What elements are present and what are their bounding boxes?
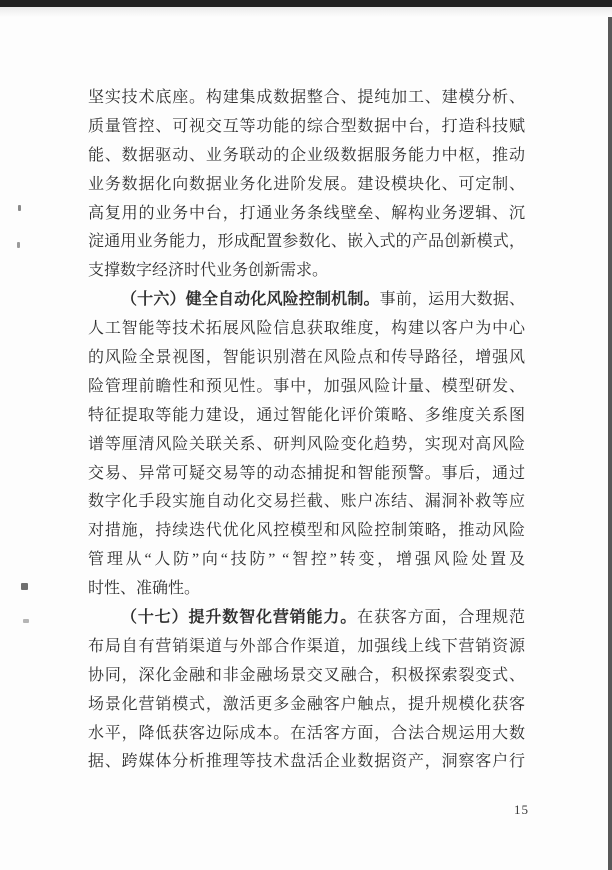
body-text: 高复用的业务中台，打通业务条线壁垒、解构业务逻辑、沉 bbox=[88, 204, 525, 222]
body-text: 场景化营销模式，激活更多金融客户触点，提升规模化获客 bbox=[88, 695, 525, 713]
body-text: 质量管控、可视交互等功能的综合型数据中台，打造科技赋 bbox=[88, 117, 525, 135]
text-line bbox=[88, 633, 525, 662]
section-heading: （十六）健全自动化风险控制机制。 bbox=[121, 291, 380, 309]
body-text: 对措施，持续迭代优化风控模型和风险控制策略，推动风险 bbox=[88, 522, 525, 540]
text-line bbox=[88, 84, 525, 113]
body-text: 在获客方面，合理规范 bbox=[357, 609, 525, 627]
text-line bbox=[88, 373, 525, 402]
text-line bbox=[88, 142, 525, 171]
body-text: 水平，降低获客边际成本。在活客方面，合法合规运用大数 bbox=[88, 724, 525, 742]
body-text: 特征提取等能力建设，通过智能化评价策略、多维度关系图 bbox=[88, 406, 525, 424]
text-line bbox=[88, 575, 525, 604]
text-line bbox=[88, 460, 525, 489]
page-number: 15 bbox=[514, 802, 529, 817]
text-line bbox=[88, 517, 525, 546]
body-text: 人工智能等技术拓展风险信息获取维度，构建以客户为中心 bbox=[88, 320, 525, 338]
body-text: 淀通用业务能力，形成配置参数化、嵌入式的产品创新模式， bbox=[88, 233, 525, 251]
body-text: 数字化手段实施自动化交易拦截、账户冻结、漏洞补救等应 bbox=[88, 493, 525, 511]
text-line bbox=[88, 662, 525, 691]
scan-edge-top-fade bbox=[0, 7, 612, 17]
body-text: 业务数据化向数据业务化进阶发展。建设模块化、可定制、 bbox=[88, 175, 525, 193]
section-heading: （十七）提升数智化营销能力。 bbox=[121, 609, 358, 627]
body-text: 据、跨媒体分析推理等技术盘活企业数据资产，洞察客户行 bbox=[88, 753, 525, 771]
text-line bbox=[88, 315, 525, 344]
text-line bbox=[88, 691, 525, 720]
body-text: 协同，深化金融和非金融场景交叉融合，积极探索裂变式、 bbox=[88, 666, 525, 684]
text-line bbox=[88, 431, 525, 460]
text-line bbox=[88, 286, 525, 315]
text-line bbox=[88, 257, 525, 286]
body-text: 支撑数字经济时代业务创新需求。 bbox=[88, 262, 329, 280]
body-text: 交易、异常可疑交易等的动态捕捉和智能预警。事后，通过 bbox=[88, 464, 525, 482]
body-text: 布局自有营销渠道与外部合作渠道，加强线上线下营销资源 bbox=[88, 637, 525, 655]
text-line bbox=[88, 604, 525, 633]
body-text: 坚实技术底座。构建集成数据整合、提纯加工、建模分析、 bbox=[88, 89, 525, 106]
body-text: 管理从“人防”向“技防” “智控”转变，增强风险处置及 bbox=[88, 551, 525, 569]
text-line bbox=[88, 748, 525, 777]
scan-speck bbox=[17, 242, 20, 248]
text-line bbox=[88, 488, 525, 517]
text-line bbox=[88, 720, 525, 749]
text-line bbox=[88, 546, 525, 575]
text-line bbox=[88, 171, 525, 200]
body-text: 能、数据驱动、业务联动的企业级数据服务能力中枢，推动 bbox=[88, 146, 525, 164]
scan-edge-right bbox=[608, 0, 612, 870]
scan-edge-top bbox=[0, 0, 612, 7]
body-text: 的风险全景视图，智能识别潜在风险点和传导路径，增强风 bbox=[88, 349, 525, 367]
body-text: 事前，运用大数据、 bbox=[379, 291, 525, 309]
text-line bbox=[88, 200, 525, 229]
scan-speck bbox=[18, 205, 21, 211]
body-text: 险管理前瞻性和预见性。事中，加强风险计量、模型研发、 bbox=[88, 377, 525, 395]
body-text: 谱等厘清风险关联关系、研判风险变化趋势，实现对高风险 bbox=[88, 435, 525, 453]
scan-speck bbox=[23, 619, 29, 623]
text-line bbox=[88, 113, 525, 142]
text-line bbox=[88, 344, 525, 373]
scan-speck bbox=[21, 583, 28, 590]
text-line bbox=[88, 228, 525, 257]
text-lines bbox=[88, 84, 525, 777]
body-text: 时性、准确性。 bbox=[88, 580, 201, 598]
text-line bbox=[88, 402, 525, 431]
